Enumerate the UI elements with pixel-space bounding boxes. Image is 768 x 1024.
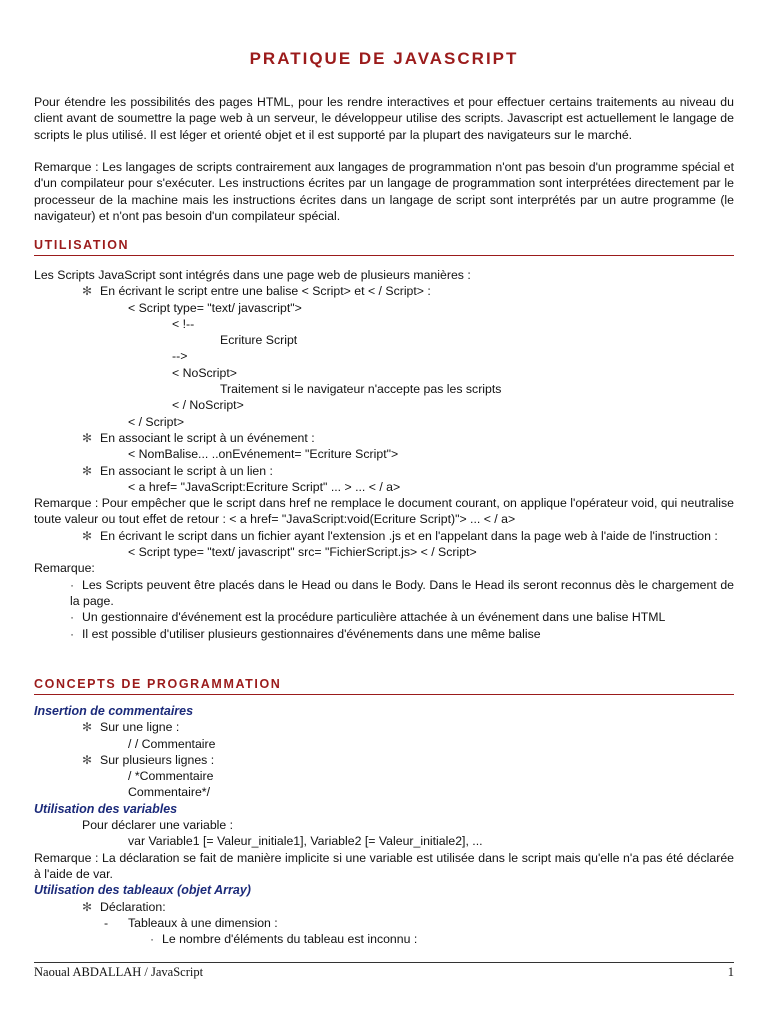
- list-item-text: Tableaux à une dimension :: [128, 915, 278, 930]
- list-item: [34, 626, 734, 642]
- dash-bullet-icon: -: [104, 915, 109, 930]
- list-item: [34, 430, 734, 446]
- list-item-text: Sur plusieurs lignes :: [100, 752, 215, 767]
- list-item-text: Un gestionnaire d'événement est la procédure particulière attachée à un événement dans une balise HTML: [82, 610, 666, 625]
- list-item-text: Sur une ligne :: [100, 720, 180, 735]
- list-item: [34, 931, 734, 947]
- code-line: Commentaire*/: [128, 785, 211, 800]
- asterisk-bullet-icon: ✻: [82, 430, 93, 445]
- list-item: [34, 899, 734, 915]
- list-item: [34, 577, 734, 610]
- remark-void: Remarque : Pour empêcher que le script dans href ne remplace le document courant, on applique l'opérateur void, qui neutralise toute valeur ou tout effet de retour : < a href= "JavaScript:void(Ecriture Script)"> ... < / a>: [34, 496, 734, 527]
- section-heading-utilisation: UTILISATION: [34, 238, 734, 256]
- page-title: PRATIQUE DE JAVASCRIPT: [249, 49, 519, 68]
- utilisation-content: [34, 267, 734, 642]
- code-line: < a href= "JavaScript:Ecriture Script" ... > ... < / a>: [128, 479, 401, 494]
- code-line: < Script type= "text/ javascript" src= "FichierScript.js> < / Script>: [128, 545, 477, 560]
- list-item: [34, 752, 734, 768]
- intro-paragraph: Pour étendre les possibilités des pages HTML, pour les rendre interactives et pour effectuer certains traitements au niveau du client avant de soumettre la page web à un serveur, le développeur utilise des scripts. Javascript est actuellement le langage de scripts le plus utilisé. Il est léger et orienté objet et il est supporté par la plupart des navigateurs sur le marché.: [34, 95, 734, 142]
- footer-author: Naoual ABDALLAH / JavaScript: [34, 965, 204, 979]
- concepts-content: [34, 703, 734, 947]
- code-line: < Script type= "text/ javascript">: [128, 300, 302, 315]
- list-item: [34, 915, 734, 931]
- asterisk-bullet-icon: ✻: [82, 720, 93, 735]
- asterisk-bullet-icon: ✻: [82, 528, 93, 543]
- list-item-text: En écrivant le script entre une balise < Script> et < / Script> :: [100, 284, 431, 299]
- code-line: < / Script>: [128, 414, 185, 429]
- asterisk-bullet-icon: ✻: [82, 463, 93, 478]
- document-page: [34, 0, 734, 1024]
- list-item-text: Déclaration:: [100, 899, 166, 914]
- code-line: / / Commentaire: [128, 736, 216, 751]
- asterisk-bullet-icon: ✻: [82, 752, 93, 767]
- list-item-text: Il est possible d'utiliser plusieurs gestionnaires d'événements dans une même balise: [82, 626, 541, 641]
- code-line: / *Commentaire: [128, 769, 214, 784]
- list-item-text: En écrivant le script dans un fichier ayant l'extension .js et en l'appelant dans la page web à l'aide de l'instruction :: [100, 528, 718, 543]
- dot-bullet-icon: ·: [70, 610, 75, 625]
- code-line: Ecriture Script: [220, 333, 298, 348]
- list-item-text: En associant le script à un événement :: [100, 430, 315, 445]
- code-line: < NomBalise... ..onEvénement= "Ecriture Script">: [128, 447, 399, 462]
- subheading-variables: Utilisation des variables: [34, 801, 178, 816]
- list-item: [34, 528, 734, 544]
- asterisk-bullet-icon: ✻: [82, 899, 93, 914]
- subheading-comments: Insertion de commentaires: [34, 704, 194, 718]
- remark-variables: Remarque : La déclaration se fait de manière implicite si une variable est utilisée dans le script mais qu'elle n'a pas été déclarée à l'aide de var.: [34, 850, 734, 881]
- subheading-arrays: Utilisation des tableaux (objet Array): [34, 883, 251, 898]
- text-line: Pour déclarer une variable :: [82, 818, 234, 833]
- code-line: < !--: [172, 316, 195, 331]
- code-line: var Variable1 [= Valeur_initiale1], Variable2 [= Valeur_initiale2], ...: [128, 834, 483, 849]
- code-line: Traitement si le navigateur n'accepte pas les scripts: [220, 382, 502, 397]
- list-item: [34, 463, 734, 479]
- section-heading-concepts: CONCEPTS DE PROGRAMMATION: [34, 677, 734, 695]
- code-line: -->: [172, 349, 188, 364]
- list-item: [34, 719, 734, 735]
- dot-bullet-icon: ·: [150, 932, 155, 947]
- list-item-text: Le nombre d'éléments du tableau est inconnu :: [162, 932, 418, 947]
- asterisk-bullet-icon: ✻: [82, 284, 93, 299]
- dot-bullet-icon: ·: [70, 577, 75, 592]
- text-line: Les Scripts JavaScript sont intégrés dans une page web de plusieurs manières :: [34, 268, 471, 282]
- list-item-text: En associant le script à un lien :: [100, 463, 273, 478]
- code-line: < / NoScript>: [172, 398, 244, 413]
- remark-label: Remarque:: [34, 561, 95, 576]
- code-line: < NoScript>: [172, 365, 237, 380]
- list-item-text: Les Scripts peuvent être placés dans le Head ou dans le Body. Dans le Head ils seront reconnus dès le chargement de la page.: [70, 577, 734, 608]
- intro-remark: Remarque : Les langages de scripts contrairement aux langages de programmation n'ont pas besoin d'un programme spécial et d'un compilateur pour s'exécuter. Les instructions écrites par un langage de programmation sont interprétées directement par le processeur de la machine mais les instructions écrites dans un langage de script sont interprétés par un autre programme (le navigateur) et n'ont pas besoin d'un compilateur spécial.: [34, 160, 734, 223]
- list-item: [34, 283, 734, 299]
- page-number: 1: [727, 965, 734, 979]
- list-item: [34, 609, 734, 625]
- page-footer: [34, 962, 734, 980]
- dot-bullet-icon: ·: [70, 626, 75, 641]
